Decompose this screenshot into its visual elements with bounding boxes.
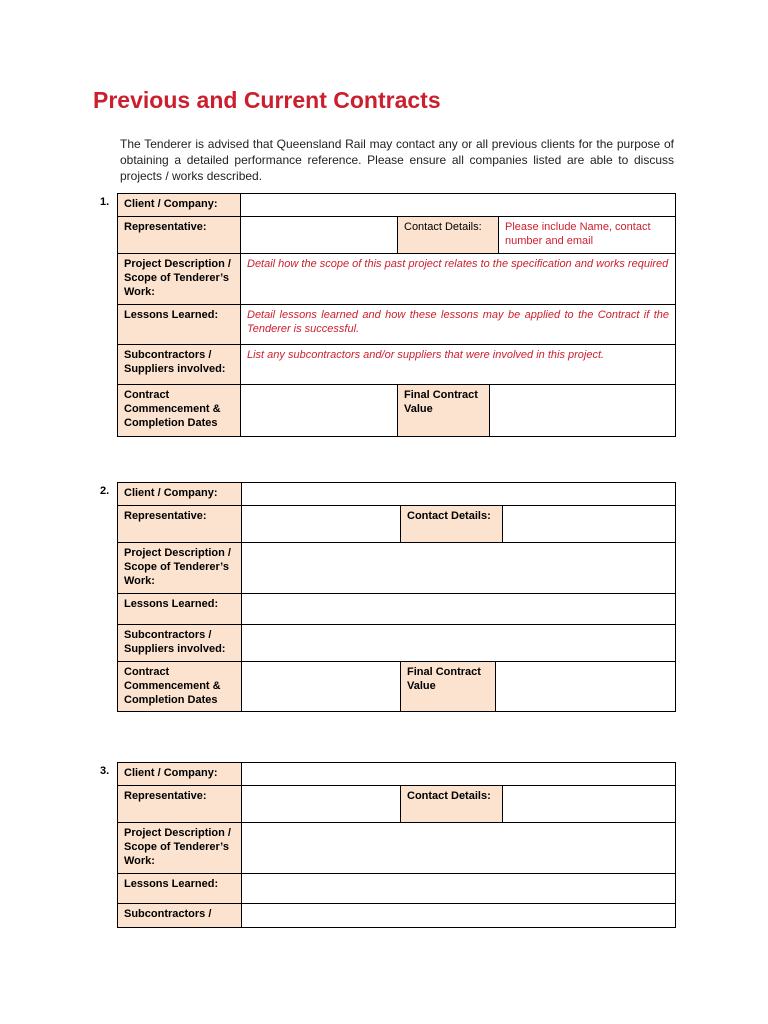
representative-label: Representative:	[118, 217, 241, 254]
contact-hint[interactable]: Please include Name, contact number and email	[499, 217, 676, 254]
commencement-label: Contract Commencement & Completion Dates	[118, 662, 242, 712]
client-field[interactable]	[242, 763, 676, 786]
subcontractors-label: Subcontractors / Suppliers involved:	[118, 345, 241, 385]
project-label: Project Description / Scope of Tenderer’s Work:	[118, 823, 242, 874]
contact-field[interactable]	[503, 506, 676, 543]
representative-label: Representative:	[118, 506, 242, 543]
section-number: 3.	[100, 765, 110, 777]
intro-paragraph: The Tenderer is advised that Queensland Rail may contact any or all previous clients for the purpose of obtaining a detailed performance reference. Please ensure all companies listed are able to discuss projects / works described.	[120, 137, 674, 183]
client-label: Client / Company:	[118, 194, 241, 217]
contact-label: Contact Details:	[401, 506, 503, 543]
subcontractors-field[interactable]	[242, 625, 676, 662]
final-value-label: Final Contract Value	[401, 662, 496, 712]
section-number: 2.	[100, 485, 110, 497]
contact-label: Contact Details:	[398, 217, 499, 254]
lessons-label: Lessons Learned:	[118, 594, 242, 625]
lessons-field[interactable]	[242, 594, 676, 625]
client-field[interactable]	[242, 483, 676, 506]
commencement-label: Contract Commencement & Completion Dates	[118, 385, 241, 437]
lessons-hint[interactable]: Detail lessons learned and how these lessons may be applied to the Contract if the Tenderer is successful.	[241, 305, 676, 345]
contact-field[interactable]	[503, 786, 676, 823]
subcontractors-label: Subcontractors /	[118, 904, 242, 928]
commencement-field[interactable]	[241, 385, 398, 437]
subcontractors-hint[interactable]: List any subcontractors and/or suppliers that were involved in this project.	[241, 345, 676, 385]
final-value-label: Final Contract Value	[398, 385, 490, 437]
page-title: Previous and Current Contracts	[93, 87, 441, 113]
commencement-field[interactable]	[242, 662, 401, 712]
lessons-label: Lessons Learned:	[118, 305, 241, 345]
final-value-field[interactable]	[496, 662, 676, 712]
contract-table-3	[117, 762, 676, 928]
project-field[interactable]	[242, 823, 676, 874]
subcontractors-label: Subcontractors / Suppliers involved:	[118, 625, 242, 662]
project-field[interactable]	[242, 543, 676, 594]
project-hint[interactable]: Detail how the scope of this past project relates to the specification and works required	[241, 254, 676, 305]
representative-field[interactable]	[241, 217, 398, 254]
project-label: Project Description / Scope of Tenderer’s Work:	[118, 543, 242, 594]
section-number: 1.	[100, 196, 110, 208]
representative-label: Representative:	[118, 786, 242, 823]
contact-label: Contact Details:	[401, 786, 503, 823]
contract-section-2	[93, 482, 675, 712]
subcontractors-field[interactable]	[242, 904, 676, 928]
contract-section-3	[93, 762, 675, 927]
representative-field[interactable]	[242, 786, 401, 823]
project-label: Project Description / Scope of Tenderer’s Work:	[118, 254, 241, 305]
lessons-field[interactable]	[242, 874, 676, 904]
contract-section-1	[93, 193, 675, 437]
client-label: Client / Company:	[118, 483, 242, 506]
client-label: Client / Company:	[118, 763, 242, 786]
representative-field[interactable]	[242, 506, 401, 543]
client-field[interactable]	[241, 194, 676, 217]
contract-table-2	[117, 482, 676, 712]
final-value-field[interactable]	[490, 385, 676, 437]
lessons-label: Lessons Learned:	[118, 874, 242, 904]
contract-table-1	[117, 193, 676, 437]
